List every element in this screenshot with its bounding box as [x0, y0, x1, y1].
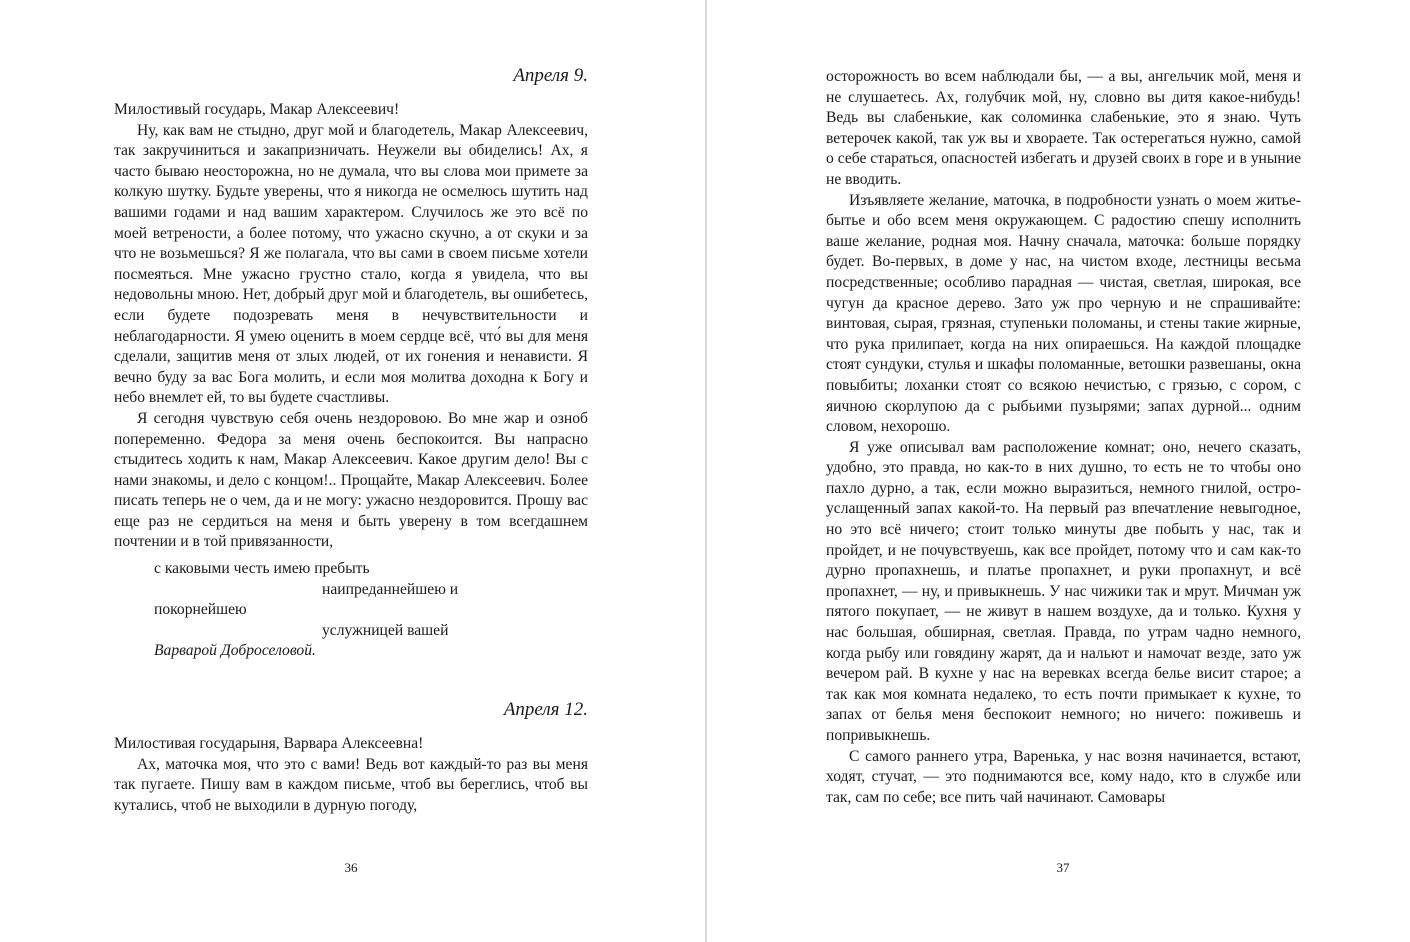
closing-line: услужницей вашей: [322, 621, 449, 639]
letter-date: Апреля 9.: [513, 65, 588, 86]
letter-paragraph: Изъявляете желание, маточка, в подробности узнать о моем житье-бытье и обо всем меня окружающем. С радостию спешу исполнить ваше желание, родная моя. Начну сначала, маточка: больше порядку будет. Во-первых, в доме у нас, на чистом входе, лестницы весьма посредственные; особливо парадная — чистая, светлая, широкая, все чугун да красное дерево. Зато уж про черную и не спрашивайте: винтовая, сырая, грязная, ступеньки поломаны, и стены такие жирные, что рука прилипает, когда на них опираешься. На каждой площадке стоят сундуки, стулья и шкафы поломанные, ветошки развешаны, окна повыбиты; лоханки стоят со всякою нечистью, с грязью, с сором, с яичною скорлупою да с рыбьими пузырями; запах дурной... одним словом, нехорошо.: [826, 191, 1301, 436]
letter-closing: [114, 559, 588, 662]
letter-date: Апреля 12.: [503, 699, 588, 721]
signature: Варварой Доброселовой.: [154, 642, 316, 660]
page-number: 37: [1056, 860, 1070, 875]
letter-paragraph: Я сегодня чувствую себя очень нездоровою. Во мне жар и озноб попеременно. Федора за меня очень беспокоится. Вы напрасно стыдитесь ходить к нам, Макар Алексеевич. Какое другим дело! Вы с нами знакомы, и дело с концом!.. Прощайте, Макар Алексеевич. Более писать теперь не о чем, да и не могу: ужасно нездоровится. Прошу вас еще раз не сердиться на меня и быть уверену в том всегдашнем почтении и в той привязанности,: [114, 409, 588, 551]
left-text-column: [114, 64, 588, 816]
right-text-column: [826, 67, 1301, 808]
letter-paragraph: Ах, маточка моя, что это с вами! Ведь вот каждый-то раз вы меня так пугаете. Пишу вам в каждом письме, чтоб вы береглись, чтоб вы кутались, чтоб не выходили в дурную погоду,: [114, 755, 588, 814]
closing-line: с каковыми честь имею пребыть: [154, 560, 370, 578]
page-number: 36: [344, 860, 358, 875]
closing-line: наипреданнейшею и: [322, 580, 459, 598]
letter-salutation: Милостивый государь, Макар Алексеевич!: [114, 101, 400, 118]
letter-salutation: Милостивая государыня, Варвара Алексеевна!: [114, 735, 424, 753]
letter-paragraph: С самого раннего утра, Варенька, у нас возня начинается, встают, ходят, стучат, — это поднимаются все, кому надо, кто в службе или так, сам по себе; все пить чай начинают. Самовары: [826, 747, 1301, 806]
closing-line: покорнейшею: [154, 601, 247, 619]
letter-paragraph: осторожность во всем наблюдали бы, — а вы, ангельчик мой, меня и не слушаетесь. Ах, голубчик мой, ну, словно вы дитя какое-нибудь! Ведь вы слабенькие, как соломинка слабенькие, это я знаю. Чуть ветерочек какой, так уж вы и хвораете. Так остерегаться нужно, самой о себе стараться, опасностей избегать и друзей своих в горе и в уныние не вводить.: [826, 68, 1301, 188]
letter-paragraph: Ну, как вам не стыдно, друг мой и благодетель, Макар Алексеевич, так закручиниться и закапризничать. Неужели вы обиделись! Ах, я часто бываю неосторожна, но не думала, что вы слова мои примете за колкую шутку. Будьте уверены, что я никогда не осмелюсь шутить над вашими годами и над вашим характером. Случилось же это всё по моей ветрености, а более потому, что ужасно скучно, а от скуки и за что не возьмешься? Я же полагала, что вы сами в своем письме хотели посмеяться. Мне ужасно грустно стало, когда я увидела, что вы недовольны мною. Нет, добрый друг мой и благодетель, вы ошибетесь, если будете подозревать меня в нечувствительности и неблагодарности. Я умею оценить в моем сердце всё, что́ вы для меня сделали, защитив меня от злых людей, от их гонения и ненависти. Я вечно буду за вас Бога молить, и если моя молитва доходна к Богу и небо внемлет ей, то вы будете счастливы.: [114, 121, 588, 407]
letter-paragraph: Я уже описывал вам расположение комнат; оно, нечего сказать, удобно, это правда, но как-то в них душно, то есть не то чтобы оно пахло дурно, а так, если можно выразиться, немного гнилой, остро-услащенный запах какой-то. На первый раз впечатление невыгодное, но это всё ничего; стоит только минуты две побыть у нас, так и пройдет, и не почувствуешь, как все пройдет, потому что и сам как-то дурно пропахнешь, и платье пропахнет, и руки пропахнут, и всё пропахнет, — ну, и привыкнешь. У нас чижики так и мрут. Мичман уж пятого покупает, — не живут в нашем воздухе, да и только. Кухня у нас большая, обширная, светлая. Правда, по утрам чадно немного, когда рыбу или говядину жарят, да и нальют и намочат везде, зато уж вечером рай. В кухне у нас на веревках всегда белье висит старое; а так как моя комната недалеко, то есть почти примыкает к кухне, то запах от белья меня беспокоит немного; но ничего: поживешь и попривыкнешь.: [826, 438, 1301, 744]
right-page: [707, 0, 1410, 942]
